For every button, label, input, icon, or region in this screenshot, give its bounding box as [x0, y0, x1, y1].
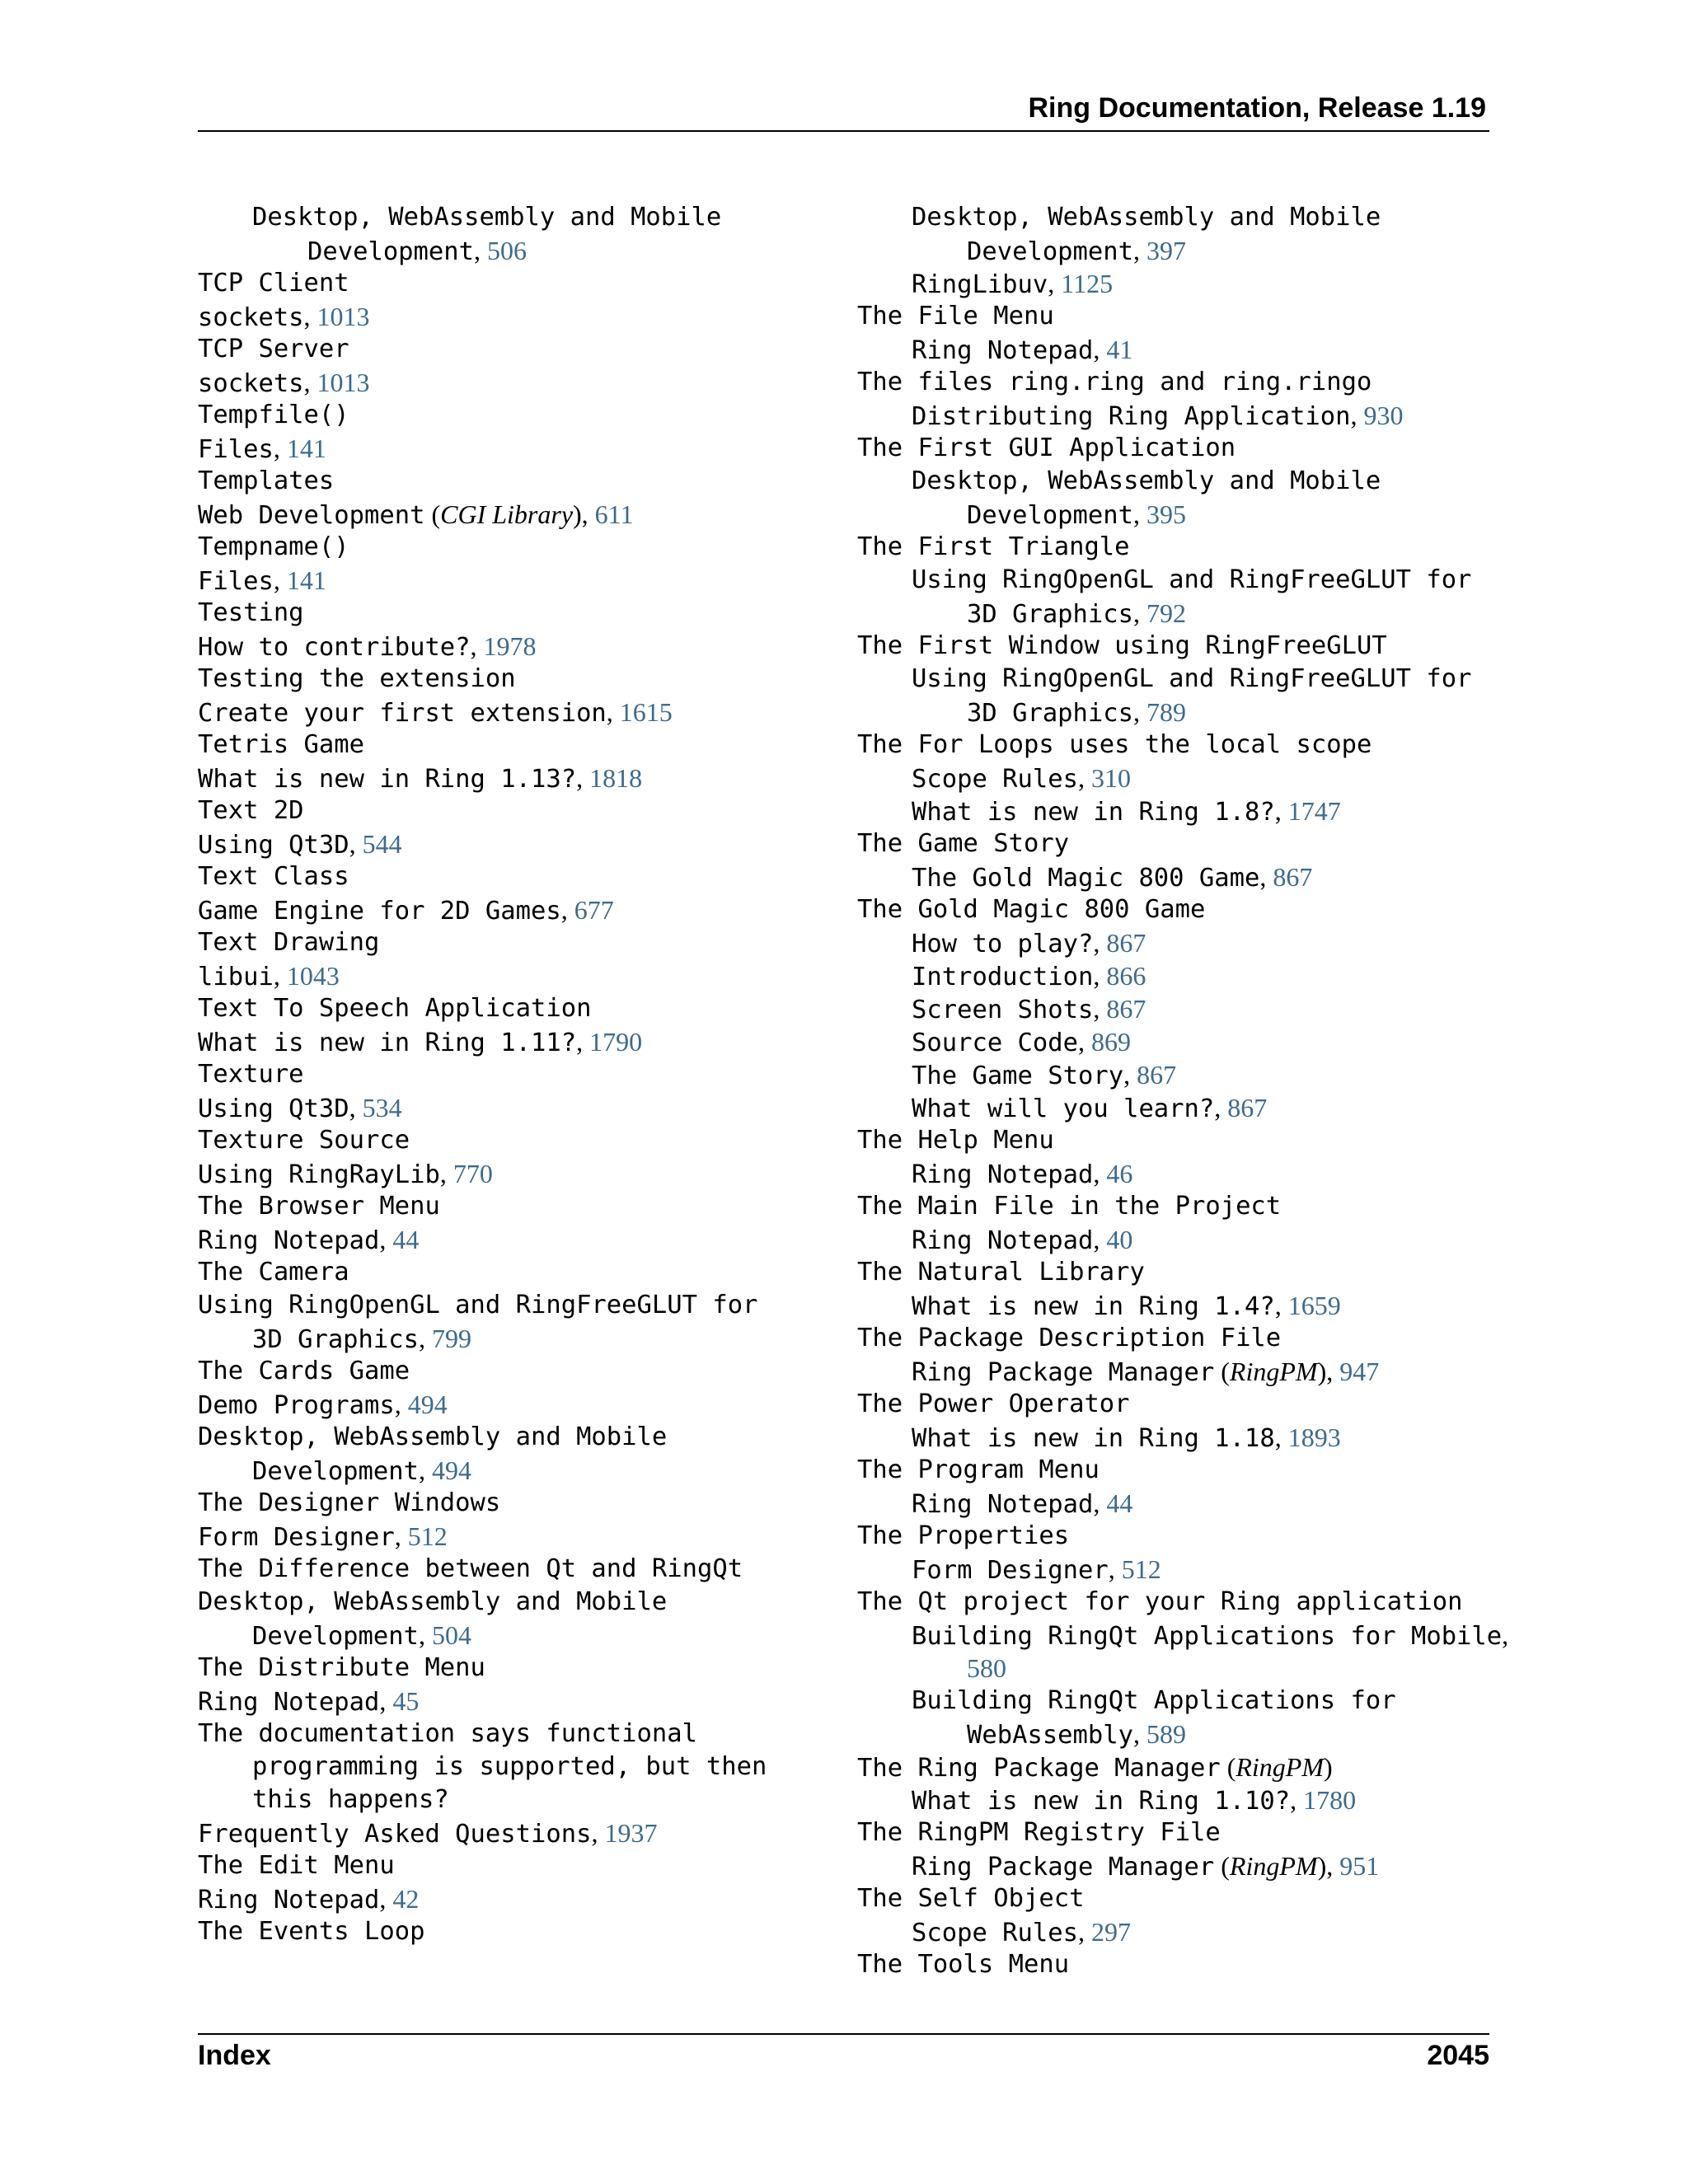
page-reference-link[interactable]: 1893 [1287, 1422, 1341, 1452]
page-reference-link[interactable]: 397 [1146, 236, 1186, 265]
page-reference-link[interactable]: 1659 [1287, 1291, 1341, 1320]
index-subentry: Source Code, 869 [912, 1027, 1131, 1057]
page-reference-link[interactable]: 141 [286, 565, 326, 595]
entry-text: The Gold Magic 800 Game [857, 895, 1206, 924]
page-reference-link[interactable]: 580 [967, 1653, 1006, 1683]
page-reference-link[interactable]: 1013 [316, 368, 370, 397]
index-subentry [857, 465, 1496, 498]
entry-text: Frequently Asked Questions [198, 1820, 592, 1849]
entry-text: Files [198, 435, 274, 464]
entry-text: The Qt project for your Ring application [857, 1587, 1463, 1616]
index-subentry [198, 1586, 808, 1619]
page-reference-link[interactable]: 512 [407, 1521, 448, 1551]
page-reference-link[interactable]: 867 [1106, 928, 1146, 958]
index-term [198, 729, 808, 762]
index-term [857, 1322, 1496, 1355]
index-subentry: Ring Package Manager (RingPM), 951 [912, 1851, 1380, 1882]
entry-text: Ring Notepad [912, 1226, 1094, 1255]
page-reference-link[interactable]: 799 [432, 1324, 471, 1353]
entry-text: Distributing Ring Application [912, 402, 1351, 431]
entry-text: TCP Client [198, 269, 349, 298]
index-subentry: Development, 395 [967, 499, 1186, 530]
index-subentry: Create your first extension, 1615 [198, 697, 673, 728]
index-term [198, 1849, 808, 1882]
index-term [198, 860, 808, 893]
index-subentry: 3D Graphics, 799 [252, 1324, 471, 1354]
entry-text: Files [198, 567, 274, 596]
page-reference-link[interactable]: 1013 [316, 302, 370, 331]
page-reference-link[interactable]: 867 [1137, 1060, 1177, 1090]
index-subentry [198, 1783, 808, 1816]
index-subentry: Form Designer, 512 [198, 1521, 448, 1552]
index-term [198, 531, 808, 564]
entry-text: The First Triangle [857, 532, 1130, 561]
index-subentry [198, 1750, 808, 1783]
entry-text: The File Menu [857, 302, 1054, 330]
entry-text: Ring Package Manager [912, 1853, 1215, 1882]
entry-text: What is new in Ring 1.4? [912, 1292, 1275, 1321]
entry-text: Using Qt3D [198, 831, 349, 860]
index-subentry: Form Designer, 512 [912, 1554, 1161, 1585]
page-reference-link[interactable]: 40 [1106, 1225, 1133, 1254]
index-subentry: Screen Shots, 867 [912, 994, 1146, 1024]
index-subentry [857, 201, 1496, 234]
entry-text: The Tools Menu [857, 1950, 1070, 1979]
index-term [198, 1190, 808, 1223]
entry-text: Game Engine for 2D Games [198, 897, 561, 926]
entry-text: Tempname() [198, 532, 349, 561]
entry-text: The Edit Menu [198, 1851, 395, 1880]
index-subentry: Introduction, 866 [912, 961, 1146, 991]
entry-text: Ring Notepad [198, 1688, 380, 1717]
page-reference-link[interactable]: 42 [392, 1884, 420, 1914]
index-term [198, 1553, 808, 1586]
entry-text: The RingPM Registry File [857, 1818, 1221, 1847]
entry-qualifier: RingPM [1229, 1851, 1318, 1881]
entry-text: this happens? [252, 1785, 449, 1814]
page-reference-link[interactable]: 512 [1121, 1554, 1161, 1584]
page-reference-link[interactable]: 1780 [1303, 1785, 1357, 1815]
entry-text: 3D Graphics [967, 699, 1133, 728]
index-term: The Ring Package Manager (RingPM) [857, 1752, 1333, 1783]
index-term [857, 630, 1496, 663]
page-reference-link[interactable]: 930 [1363, 401, 1404, 430]
index-subentry: Development, 494 [252, 1455, 471, 1486]
entry-text: Text Class [198, 862, 349, 891]
entry-text: The Events Loop [198, 1917, 425, 1946]
entry-text: Development [307, 237, 474, 266]
entry-text: The Natural Library [857, 1258, 1145, 1286]
page-reference-link[interactable]: 611 [594, 499, 634, 529]
entry-text: Scope Rules [912, 1919, 1078, 1947]
page-reference-link[interactable]: 44 [1106, 1488, 1133, 1518]
entry-text: Using RingOpenGL and RingFreeGLUT for [198, 1291, 758, 1319]
index-subentry [198, 1289, 808, 1322]
entry-text: The Ring Package Manager [857, 1754, 1221, 1783]
entry-text: Ring Notepad [198, 1226, 380, 1255]
entry-qualifier: CGI Library [440, 499, 574, 529]
entry-text: The Cards Game [198, 1357, 410, 1385]
index-subentry: Using RingRayLib, 770 [198, 1159, 493, 1189]
entry-text: RingLibuv [912, 270, 1048, 299]
entry-text: Development [252, 1622, 419, 1651]
index-term [198, 663, 808, 696]
header-rule [198, 130, 1489, 132]
page-reference-link[interactable]: 45 [392, 1686, 420, 1716]
index-term [198, 1124, 808, 1157]
index-subentry: sockets, 1013 [198, 368, 370, 398]
entry-text: Using RingOpenGL and RingFreeGLUT for [912, 664, 1472, 693]
entry-text: Create your first extension [198, 699, 607, 728]
index-subentry: Ring Package Manager (RingPM), 947 [912, 1357, 1380, 1387]
index-subentry: The Game Story, 867 [912, 1060, 1177, 1090]
entry-text: Desktop, WebAssembly and Mobile [912, 466, 1381, 495]
index-term [198, 1718, 808, 1750]
page-reference-link[interactable]: 46 [1106, 1159, 1133, 1188]
index-term [857, 827, 1496, 860]
page-reference-link[interactable]: 395 [1146, 499, 1186, 529]
entry-text: Desktop, WebAssembly and Mobile [198, 1587, 668, 1616]
index-subentry: Ring Notepad, 42 [198, 1884, 420, 1915]
entry-qualifier: RingPM [1229, 1357, 1318, 1386]
page-reference-link[interactable]: 866 [1106, 961, 1146, 991]
index-term [198, 597, 808, 630]
page-reference-link[interactable]: 947 [1339, 1357, 1380, 1386]
index-subentry: Demo Programs, 494 [198, 1390, 448, 1420]
entry-text: The documentation says functional [198, 1719, 697, 1748]
page-reference-link[interactable]: 867 [1106, 994, 1146, 1024]
index-subentry [198, 1421, 808, 1454]
entry-text: The Camera [198, 1258, 349, 1286]
entry-text: What is new in Ring 1.11? [198, 1029, 577, 1057]
index-subentry [857, 564, 1496, 597]
entry-text: What is new in Ring 1.8? [912, 798, 1275, 827]
entry-text: Form Designer [912, 1556, 1109, 1585]
index-term [857, 1388, 1496, 1421]
index-column-right [857, 201, 1509, 1981]
index-column-left [198, 201, 808, 1948]
page-reference-link[interactable]: 789 [1146, 697, 1186, 727]
entry-text: Development [252, 1457, 419, 1486]
entry-text: Ring Notepad [912, 1490, 1094, 1519]
entry-text: TCP Server [198, 335, 349, 363]
entry-text: The Program Menu [857, 1455, 1100, 1484]
page-reference-link[interactable]: 494 [432, 1455, 471, 1485]
entry-text: How to contribute? [198, 633, 471, 662]
entry-text: Desktop, WebAssembly and Mobile [252, 203, 722, 232]
entry-text: The Main File in the Project [857, 1192, 1282, 1221]
index-term [198, 333, 808, 366]
index-term [857, 1124, 1496, 1157]
page-reference-link[interactable]: 297 [1091, 1917, 1131, 1947]
entry-text: Ring Notepad [198, 1886, 380, 1915]
page-reference-link[interactable]: 792 [1146, 598, 1186, 628]
index-term [198, 1256, 808, 1289]
index-subentry: Ring Notepad, 44 [198, 1225, 420, 1255]
index-subentry [198, 201, 808, 234]
page-number: 2045 [1427, 2040, 1489, 2071]
entry-text: Templates [198, 466, 335, 495]
index-term [857, 1882, 1496, 1915]
footer-section: Index [198, 2040, 271, 2071]
entry-text: Text 2D [198, 796, 304, 825]
entry-text: What is new in Ring 1.18 [912, 1424, 1275, 1453]
entry-text: WebAssembly [967, 1721, 1133, 1750]
index-subentry: How to play?, 867 [912, 928, 1146, 958]
entry-text: programming is supported, but then [252, 1752, 767, 1781]
entry-text: The Distribute Menu [198, 1653, 485, 1682]
index-term [198, 1487, 808, 1520]
index-term [198, 992, 808, 1025]
entry-text: 3D Graphics [967, 600, 1133, 629]
page-reference-link[interactable]: 310 [1091, 763, 1131, 793]
index-term [198, 267, 808, 300]
entry-text: What is new in Ring 1.10? [912, 1787, 1291, 1816]
entry-text: Form Designer [198, 1523, 395, 1552]
index-subentry: Ring Notepad, 40 [912, 1225, 1133, 1255]
index-subentry: sockets, 1013 [198, 302, 370, 332]
index-term [857, 893, 1496, 926]
entry-text: The Properties [857, 1521, 1070, 1550]
entry-text: Building RingQt Applications for Mobile [912, 1622, 1503, 1651]
index-subentry: What is new in Ring 1.13?, 1818 [198, 763, 643, 794]
page-reference-link[interactable]: 534 [362, 1093, 402, 1122]
entry-text: The Difference between Qt and RingQt [198, 1554, 743, 1583]
entry-text: The Power Operator [857, 1390, 1130, 1418]
index-subentry: 3D Graphics, 789 [967, 697, 1186, 728]
index-subentry: Development, 504 [252, 1620, 471, 1651]
index-subentry: Ring Notepad, 45 [198, 1686, 420, 1717]
entry-text: Scope Rules [912, 765, 1078, 794]
page-reference-link[interactable]: 141 [286, 434, 326, 463]
index-subentry: Files, 141 [198, 434, 326, 464]
index-subentry: The Gold Magic 800 Game, 867 [912, 862, 1313, 893]
index-subentry: What is new in Ring 1.4?, 1659 [912, 1291, 1341, 1321]
index-term [198, 1058, 808, 1091]
index-subentry [857, 663, 1496, 696]
index-subentry: Using Qt3D, 534 [198, 1093, 402, 1123]
page-reference-link[interactable]: 1978 [483, 631, 537, 661]
index-term [198, 926, 808, 959]
page-reference-link[interactable]: 677 [574, 895, 614, 925]
index-subentry: What is new in Ring 1.18, 1893 [912, 1422, 1341, 1453]
entry-text: The files ring.ring and ring.ringo [857, 368, 1372, 396]
index-subentry: What will you learn?, 867 [912, 1093, 1268, 1123]
entry-text: Texture Source [198, 1126, 410, 1155]
entry-qualifier: RingPM [1236, 1752, 1324, 1782]
page-reference-link[interactable]: 1790 [589, 1027, 643, 1057]
entry-text: Demo Programs [198, 1391, 395, 1420]
page-reference-link[interactable]: 1747 [1287, 796, 1341, 826]
entry-text: Development [967, 237, 1133, 266]
index-subentry: libui, 1043 [198, 961, 340, 991]
page-reference-link[interactable]: 41 [1106, 335, 1133, 364]
entry-text: The Designer Windows [198, 1488, 501, 1517]
entry-text: Text To Speech Application [198, 994, 592, 1023]
entry-text: Source Code [912, 1029, 1078, 1057]
index-subentry: Development, 397 [967, 236, 1186, 266]
index-subentry: What is new in Ring 1.8?, 1747 [912, 796, 1341, 827]
page-reference-link[interactable]: 506 [487, 236, 527, 265]
running-header: Ring Documentation, Release 1.19 [1028, 92, 1486, 124]
index-subentry: RingLibuv, 1125 [912, 269, 1114, 299]
index-subentry: Ring Notepad, 44 [912, 1488, 1133, 1519]
index-subentry: Ring Notepad, 41 [912, 335, 1133, 365]
index-term [198, 399, 808, 432]
entry-text: The Game Story [857, 829, 1070, 858]
page-reference-link[interactable]: 867 [1273, 862, 1313, 892]
entry-text: The First Window using RingFreeGLUT [857, 631, 1387, 660]
index-term [857, 1816, 1496, 1849]
entry-text: The For Loops uses the local scope [857, 730, 1372, 759]
entry-text: Texture [198, 1060, 304, 1089]
index-term [857, 432, 1496, 465]
index-subentry: Scope Rules, 310 [912, 763, 1131, 794]
entry-text: libui [198, 963, 274, 991]
index-subentry: Distributing Ring Application, 930 [912, 401, 1404, 431]
page-reference-link[interactable]: 951 [1339, 1851, 1380, 1881]
entry-text: Introduction [912, 963, 1094, 991]
index-term [198, 1915, 808, 1948]
entry-text: Desktop, WebAssembly and Mobile [198, 1422, 668, 1451]
entry-text: Using Qt3D [198, 1094, 349, 1123]
index-term [857, 531, 1496, 564]
entry-text: Testing [198, 598, 304, 627]
entry-text: The First GUI Application [857, 434, 1236, 462]
page-reference-link[interactable]: 1937 [604, 1818, 658, 1848]
entry-text: The Help Menu [857, 1126, 1054, 1155]
index-subentry: What is new in Ring 1.11?, 1790 [198, 1027, 643, 1057]
page-reference-link[interactable]: 494 [407, 1390, 448, 1419]
index-subentry: What is new in Ring 1.10?, 1780 [912, 1785, 1357, 1816]
index-subentry [857, 1685, 1496, 1718]
page-reference-link[interactable]: 869 [1091, 1027, 1131, 1057]
index-term [198, 1355, 808, 1388]
page-reference-link[interactable]: 44 [392, 1225, 420, 1254]
page-reference-link[interactable]: 504 [432, 1620, 471, 1650]
index-term [198, 794, 808, 827]
entry-text: Web Development [198, 501, 425, 530]
index-subentry: Game Engine for 2D Games, 677 [198, 895, 614, 926]
entry-text: The Package Description File [857, 1324, 1282, 1352]
index-term [198, 1652, 808, 1685]
index-subentry [857, 1652, 1496, 1685]
page-reference-link[interactable]: 589 [1146, 1719, 1186, 1749]
page-reference-link[interactable]: 1615 [619, 697, 673, 727]
index-subentry: Scope Rules, 297 [912, 1917, 1131, 1947]
index-subentry: WebAssembly, 589 [967, 1719, 1186, 1750]
entry-text: Tetris Game [198, 730, 364, 759]
entry-text: Using RingOpenGL and RingFreeGLUT for [912, 565, 1472, 594]
index-subentry: How to contribute?, 1978 [198, 631, 537, 662]
entry-text: Tempfile() [198, 401, 349, 429]
entry-text: Desktop, WebAssembly and Mobile [912, 203, 1381, 232]
entry-text: Text Drawing [198, 928, 380, 957]
entry-text: The Gold Magic 800 Game [912, 864, 1260, 893]
page-reference-link[interactable]: 1125 [1061, 269, 1114, 298]
index-subentry: Files, 141 [198, 565, 326, 596]
page-reference-link[interactable]: 770 [452, 1159, 493, 1188]
index-term [857, 1586, 1496, 1619]
index-subentry: Using Qt3D, 544 [198, 829, 402, 860]
index-subentry: Development, 506 [307, 236, 527, 266]
entry-text: Ring Package Manager [912, 1358, 1215, 1387]
entry-text: sockets [198, 303, 304, 332]
index-term [857, 1454, 1496, 1487]
index-term [857, 1256, 1496, 1289]
index-term [857, 300, 1496, 333]
index-term [857, 1520, 1496, 1553]
page-reference-link[interactable]: 867 [1227, 1093, 1268, 1122]
entry-text: The Self Object [857, 1884, 1085, 1913]
index-term [198, 465, 808, 498]
entry-text: Testing the extension [198, 664, 516, 693]
entry-text: What will you learn? [912, 1094, 1215, 1123]
index-subentry: Building RingQt Applications for Mobile, [912, 1620, 1509, 1651]
index-subentry: 3D Graphics, 792 [967, 598, 1186, 629]
index-term [857, 1948, 1496, 1981]
index-term [857, 1190, 1496, 1223]
entry-text: The Browser Menu [198, 1192, 440, 1221]
page-reference-link[interactable]: 1043 [286, 961, 340, 991]
entry-text: Ring Notepad [912, 336, 1094, 365]
entry-text: Building RingQt Applications for [912, 1686, 1396, 1715]
entry-text: What is new in Ring 1.13? [198, 765, 577, 794]
entry-text: Development [967, 501, 1133, 530]
entry-text: How to play? [912, 930, 1094, 958]
entry-text: The Game Story [912, 1062, 1124, 1090]
index-subentry: Web Development (CGI Library), 611 [198, 499, 634, 530]
index-subentry: Ring Notepad, 46 [912, 1159, 1133, 1189]
footer-rule [198, 2033, 1489, 2035]
entry-text: Ring Notepad [912, 1160, 1094, 1189]
entry-text: 3D Graphics [252, 1325, 419, 1354]
index-term [857, 366, 1496, 399]
page-reference-link[interactable]: 544 [362, 829, 402, 859]
page-reference-link[interactable]: 1818 [589, 763, 643, 793]
entry-text: Using RingRayLib [198, 1160, 440, 1189]
index-subentry: Frequently Asked Questions, 1937 [198, 1818, 658, 1849]
entry-text: sockets [198, 369, 304, 398]
index-term [857, 729, 1496, 762]
entry-text: Screen Shots [912, 996, 1094, 1024]
